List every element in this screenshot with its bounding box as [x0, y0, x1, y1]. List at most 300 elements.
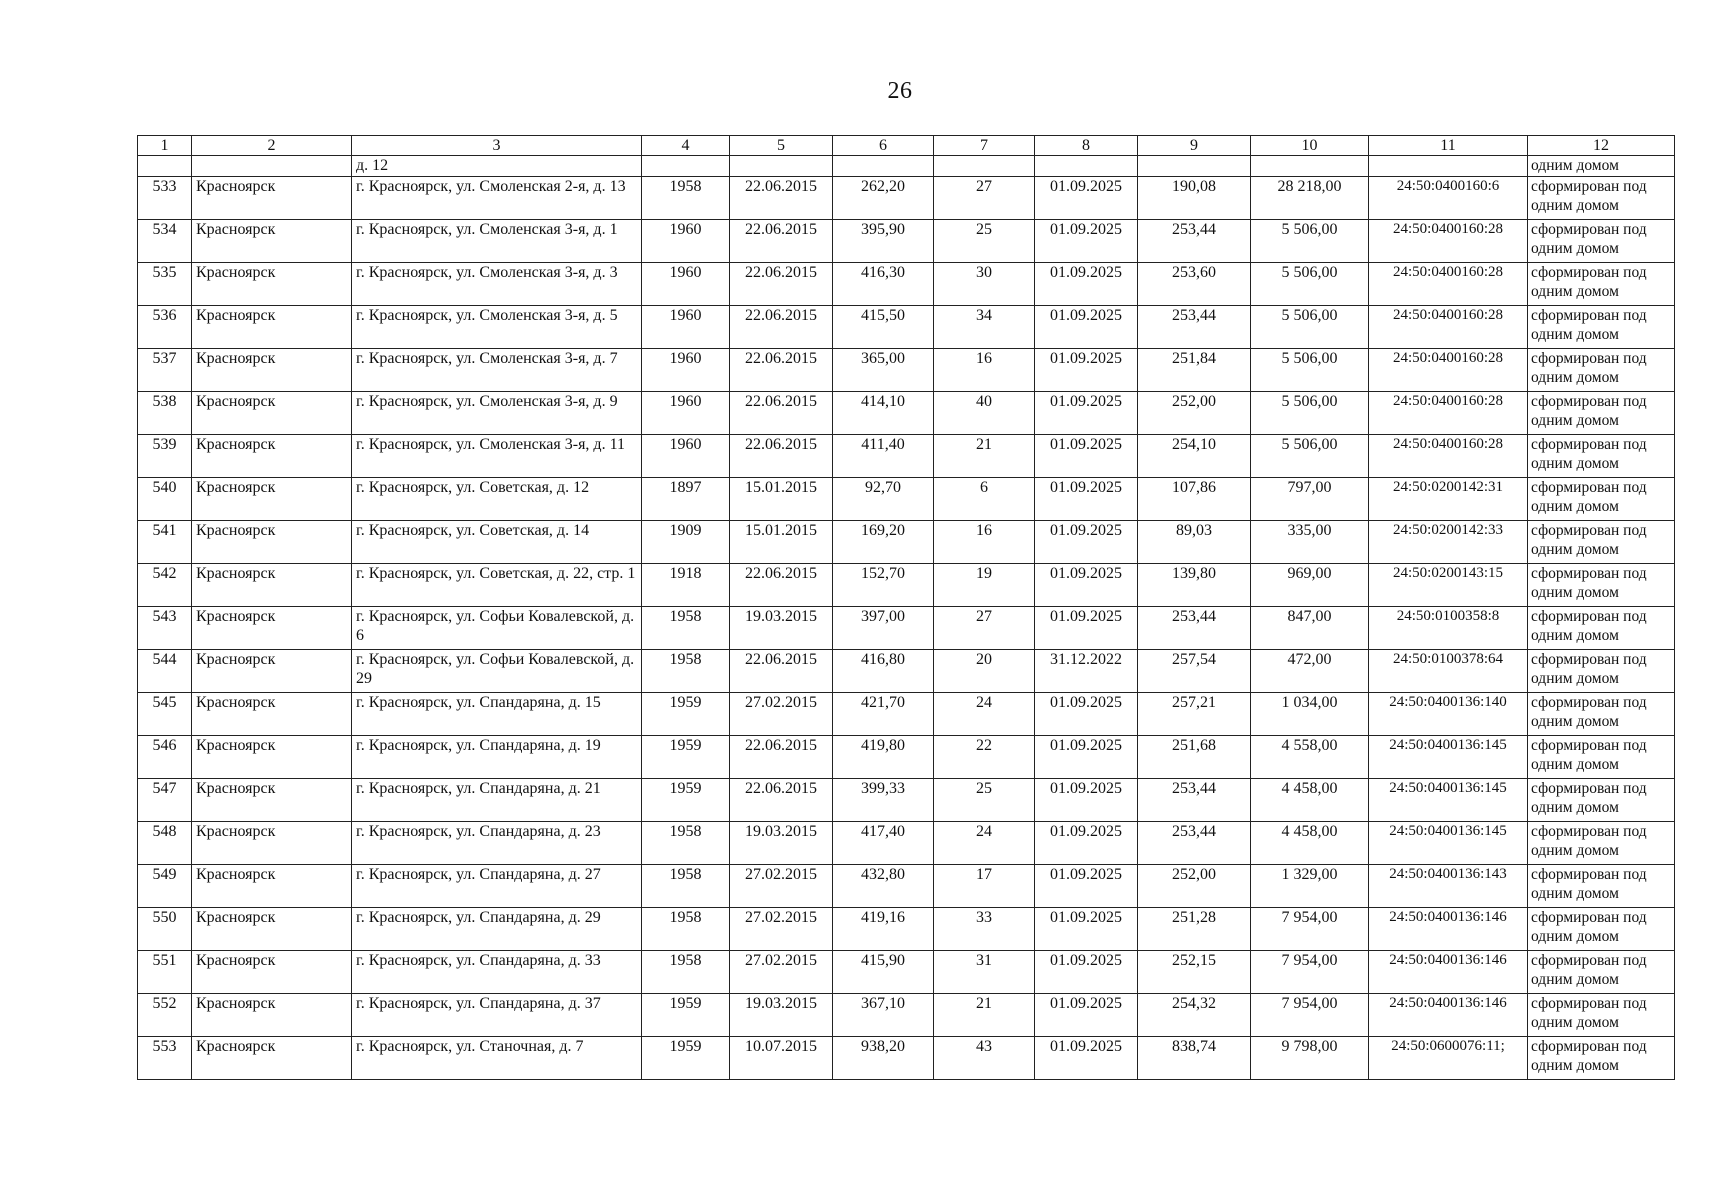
cell-row-number: 536	[138, 306, 192, 349]
cell-value: 253,60	[1138, 263, 1251, 306]
cell-address: г. Красноярск, ул. Спандаряна, д. 29	[352, 908, 642, 951]
cell-land-area: 5 506,00	[1251, 349, 1369, 392]
cell-land-area: 4 458,00	[1251, 779, 1369, 822]
cell-row-number: 546	[138, 736, 192, 779]
cell-status: сформирован под одним домом	[1528, 994, 1675, 1037]
cell-deadline: 01.09.2025	[1035, 392, 1138, 435]
cell-date: 27.02.2015	[730, 865, 833, 908]
cell-area: 367,10	[833, 994, 934, 1037]
cell-deadline: 01.09.2025	[1035, 779, 1138, 822]
header-col-2: 2	[192, 136, 352, 156]
cell-city: Красноярск	[192, 822, 352, 865]
cell-year: 1959	[642, 693, 730, 736]
cell-date: 22.06.2015	[730, 263, 833, 306]
cell-city: Красноярск	[192, 521, 352, 564]
header-col-4: 4	[642, 136, 730, 156]
registry-table	[137, 135, 1675, 1080]
cell-cadastral: 24:50:0400136:145	[1369, 822, 1528, 865]
cell-status: сформирован под одним домом	[1528, 564, 1675, 607]
cell-city: Красноярск	[192, 650, 352, 693]
cell-year: 1958	[642, 177, 730, 220]
cell-city: Красноярск	[192, 349, 352, 392]
cell-value: 252,15	[1138, 951, 1251, 994]
cell-land-area: 7 954,00	[1251, 951, 1369, 994]
cell-address: г. Красноярск, ул. Смоленская 3-я, д. 1	[352, 220, 642, 263]
cell-row-number: 538	[138, 392, 192, 435]
registry-table-wrapper	[137, 135, 1675, 1080]
cell-deadline: 01.09.2025	[1035, 736, 1138, 779]
table-row	[138, 736, 1675, 779]
cell-land-area: 7 954,00	[1251, 908, 1369, 951]
header-col-5: 5	[730, 136, 833, 156]
cell-cadastral: 24:50:0400136:140	[1369, 693, 1528, 736]
table-row	[138, 478, 1675, 521]
cell-c5	[730, 156, 833, 177]
cell-status: сформирован под одним домом	[1528, 1037, 1675, 1080]
cell-date: 22.06.2015	[730, 779, 833, 822]
table-row	[138, 220, 1675, 263]
cell-value: 253,44	[1138, 306, 1251, 349]
cell-year: 1960	[642, 306, 730, 349]
cell-cadastral: 24:50:0100378:64	[1369, 650, 1528, 693]
cell-row-number: 534	[138, 220, 192, 263]
cell-area: 938,20	[833, 1037, 934, 1080]
cell-land-area: 335,00	[1251, 521, 1369, 564]
cell-cadastral: 24:50:0400136:145	[1369, 779, 1528, 822]
cell-year: 1960	[642, 263, 730, 306]
header-col-8: 8	[1035, 136, 1138, 156]
cell-address: г. Красноярск, ул. Смоленская 3-я, д. 3	[352, 263, 642, 306]
cell-row-number: 552	[138, 994, 192, 1037]
cell-year: 1959	[642, 736, 730, 779]
cell-year: 1909	[642, 521, 730, 564]
cell-value: 252,00	[1138, 865, 1251, 908]
cell-land-area: 5 506,00	[1251, 220, 1369, 263]
cell-area: 365,00	[833, 349, 934, 392]
cell-city: Красноярск	[192, 779, 352, 822]
cell-deadline: 01.09.2025	[1035, 220, 1138, 263]
cell-address: г. Красноярск, ул. Смоленская 3-я, д. 11	[352, 435, 642, 478]
cell-status: сформирован под одним домом	[1528, 306, 1675, 349]
cell-deadline: 31.12.2022	[1035, 650, 1138, 693]
cell-value: 89,03	[1138, 521, 1251, 564]
cell-cadastral: 24:50:0400160:28	[1369, 220, 1528, 263]
cell-city: Красноярск	[192, 263, 352, 306]
cell-area: 416,30	[833, 263, 934, 306]
cell-deadline: 01.09.2025	[1035, 908, 1138, 951]
cell-date: 22.06.2015	[730, 220, 833, 263]
cell-area: 432,80	[833, 865, 934, 908]
cell-address: г. Красноярск, ул. Смоленская 3-я, д. 9	[352, 392, 642, 435]
cell-row-number: 541	[138, 521, 192, 564]
cell-area: 152,70	[833, 564, 934, 607]
cell-city: Красноярск	[192, 478, 352, 521]
cell-address: г. Красноярск, ул. Спандаряна, д. 37	[352, 994, 642, 1037]
cell-status: сформирован под одним домом	[1528, 478, 1675, 521]
cell-city: Красноярск	[192, 951, 352, 994]
cell-cadastral: 24:50:0400136:146	[1369, 994, 1528, 1037]
cell-value: 838,74	[1138, 1037, 1251, 1080]
cell-deadline: 01.09.2025	[1035, 951, 1138, 994]
cell-row-number: 548	[138, 822, 192, 865]
header-col-10: 10	[1251, 136, 1369, 156]
cell-count: 21	[934, 435, 1035, 478]
cell-c2	[192, 156, 352, 177]
cell-status: сформирован под одним домом	[1528, 607, 1675, 650]
cell-area: 92,70	[833, 478, 934, 521]
cell-row-number: 539	[138, 435, 192, 478]
cell-cadastral: 24:50:0100358:8	[1369, 607, 1528, 650]
cell-area: 415,90	[833, 951, 934, 994]
cell-deadline: 01.09.2025	[1035, 521, 1138, 564]
cell-address: г. Красноярск, ул. Смоленская 3-я, д. 7	[352, 349, 642, 392]
cell-deadline: 01.09.2025	[1035, 607, 1138, 650]
cell-year: 1958	[642, 865, 730, 908]
cell-count: 40	[934, 392, 1035, 435]
cell-value: 254,10	[1138, 435, 1251, 478]
cell-date: 27.02.2015	[730, 693, 833, 736]
cell-city: Красноярск	[192, 607, 352, 650]
cell-count: 25	[934, 779, 1035, 822]
cell-count: 20	[934, 650, 1035, 693]
cell-city: Красноярск	[192, 994, 352, 1037]
cell-count: 19	[934, 564, 1035, 607]
header-col-9: 9	[1138, 136, 1251, 156]
cell-count: 24	[934, 822, 1035, 865]
cell-c7	[934, 156, 1035, 177]
cell-c1	[138, 156, 192, 177]
cell-land-area: 9 798,00	[1251, 1037, 1369, 1080]
table-row	[138, 779, 1675, 822]
cell-city: Красноярск	[192, 693, 352, 736]
cell-land-area: 472,00	[1251, 650, 1369, 693]
cell-city: Красноярск	[192, 1037, 352, 1080]
cell-cadastral: 24:50:0400160:28	[1369, 392, 1528, 435]
cell-row-number: 549	[138, 865, 192, 908]
cell-deadline: 01.09.2025	[1035, 306, 1138, 349]
cell-count: 31	[934, 951, 1035, 994]
cell-deadline: 01.09.2025	[1035, 435, 1138, 478]
table-row	[138, 994, 1675, 1037]
cell-deadline: 01.09.2025	[1035, 994, 1138, 1037]
cell-status: сформирован под одним домом	[1528, 693, 1675, 736]
cell-area: 169,20	[833, 521, 934, 564]
table-row	[138, 349, 1675, 392]
cell-land-area: 1 034,00	[1251, 693, 1369, 736]
cell-value: 139,80	[1138, 564, 1251, 607]
cell-row-number: 535	[138, 263, 192, 306]
cell-count: 22	[934, 736, 1035, 779]
cell-count: 33	[934, 908, 1035, 951]
cell-row-number: 553	[138, 1037, 192, 1080]
cell-address: г. Красноярск, ул. Советская, д. 12	[352, 478, 642, 521]
cell-address: г. Красноярск, ул. Станочная, д. 7	[352, 1037, 642, 1080]
table-row	[138, 521, 1675, 564]
cell-land-area: 5 506,00	[1251, 435, 1369, 478]
cell-city: Красноярск	[192, 564, 352, 607]
header-col-11: 11	[1369, 136, 1528, 156]
cell-date: 15.01.2015	[730, 521, 833, 564]
cell-deadline: 01.09.2025	[1035, 564, 1138, 607]
cell-row-number: 542	[138, 564, 192, 607]
cell-status: сформирован под одним домом	[1528, 650, 1675, 693]
cell-value: 190,08	[1138, 177, 1251, 220]
table-row	[138, 607, 1675, 650]
cell-status: сформирован под одним домом	[1528, 521, 1675, 564]
cell-status: одним домом	[1528, 156, 1675, 177]
cell-cadastral: 24:50:0400160:28	[1369, 263, 1528, 306]
table-row	[138, 865, 1675, 908]
cell-status: сформирован под одним домом	[1528, 779, 1675, 822]
cell-land-area: 28 218,00	[1251, 177, 1369, 220]
table-row	[138, 693, 1675, 736]
cell-value: 253,44	[1138, 220, 1251, 263]
cell-area: 419,80	[833, 736, 934, 779]
header-row	[138, 136, 1675, 156]
cell-area: 416,80	[833, 650, 934, 693]
cell-land-area: 5 506,00	[1251, 263, 1369, 306]
cell-year: 1960	[642, 220, 730, 263]
cell-land-area: 7 954,00	[1251, 994, 1369, 1037]
cell-count: 16	[934, 349, 1035, 392]
cell-status: сформирован под одним домом	[1528, 263, 1675, 306]
cell-deadline: 01.09.2025	[1035, 822, 1138, 865]
cell-area: 397,00	[833, 607, 934, 650]
cell-area: 262,20	[833, 177, 934, 220]
cell-c8	[1035, 156, 1138, 177]
cell-value: 252,00	[1138, 392, 1251, 435]
cell-value: 107,86	[1138, 478, 1251, 521]
cell-land-area: 4 558,00	[1251, 736, 1369, 779]
cell-area: 417,40	[833, 822, 934, 865]
cell-status: сформирован под одним домом	[1528, 220, 1675, 263]
header-col-7: 7	[934, 136, 1035, 156]
cell-deadline: 01.09.2025	[1035, 177, 1138, 220]
table-row	[138, 435, 1675, 478]
cell-year: 1959	[642, 779, 730, 822]
table-body	[138, 156, 1675, 1080]
cell-year: 1960	[642, 435, 730, 478]
cell-count: 30	[934, 263, 1035, 306]
cell-date: 27.02.2015	[730, 908, 833, 951]
cell-count: 43	[934, 1037, 1035, 1080]
cell-date: 10.07.2015	[730, 1037, 833, 1080]
cell-year: 1958	[642, 908, 730, 951]
cell-address: г. Красноярск, ул. Советская, д. 14	[352, 521, 642, 564]
cell-cadastral: 24:50:0400136:146	[1369, 951, 1528, 994]
cell-value: 253,44	[1138, 822, 1251, 865]
cell-row-number: 540	[138, 478, 192, 521]
cell-value: 251,68	[1138, 736, 1251, 779]
cell-value: 251,84	[1138, 349, 1251, 392]
cell-status: сформирован под одним домом	[1528, 908, 1675, 951]
cell-row-number: 537	[138, 349, 192, 392]
cell-year: 1918	[642, 564, 730, 607]
table-row	[138, 822, 1675, 865]
cell-year: 1959	[642, 1037, 730, 1080]
cell-city: Красноярск	[192, 306, 352, 349]
cell-date: 22.06.2015	[730, 564, 833, 607]
cell-area: 421,70	[833, 693, 934, 736]
cell-address: г. Красноярск, ул. Советская, д. 22, стр. 1	[352, 564, 642, 607]
cell-year: 1958	[642, 951, 730, 994]
header-col-6: 6	[833, 136, 934, 156]
cell-area: 399,33	[833, 779, 934, 822]
cell-deadline: 01.09.2025	[1035, 693, 1138, 736]
cell-address: г. Красноярск, ул. Спандаряна, д. 23	[352, 822, 642, 865]
cell-value: 251,28	[1138, 908, 1251, 951]
cell-land-area: 5 506,00	[1251, 392, 1369, 435]
cell-address: г. Красноярск, ул. Спандаряна, д. 21	[352, 779, 642, 822]
cell-address: г. Красноярск, ул. Спандаряна, д. 27	[352, 865, 642, 908]
cell-count: 21	[934, 994, 1035, 1037]
cell-row-number: 550	[138, 908, 192, 951]
cell-status: сформирован под одним домом	[1528, 392, 1675, 435]
cell-area: 414,10	[833, 392, 934, 435]
cell-area: 415,50	[833, 306, 934, 349]
cell-c9	[1138, 156, 1251, 177]
table-row	[138, 564, 1675, 607]
cell-c11	[1369, 156, 1528, 177]
cell-deadline: 01.09.2025	[1035, 1037, 1138, 1080]
table-header	[138, 136, 1675, 156]
cell-c10	[1251, 156, 1369, 177]
header-col-3: 3	[352, 136, 642, 156]
cell-value: 257,54	[1138, 650, 1251, 693]
cell-row-number: 543	[138, 607, 192, 650]
cell-row-number: 545	[138, 693, 192, 736]
cell-count: 16	[934, 521, 1035, 564]
cell-date: 22.06.2015	[730, 177, 833, 220]
cell-year: 1960	[642, 349, 730, 392]
cell-land-area: 847,00	[1251, 607, 1369, 650]
cell-cadastral: 24:50:0400160:28	[1369, 349, 1528, 392]
cell-cadastral: 24:50:0400160:28	[1369, 306, 1528, 349]
cell-date: 15.01.2015	[730, 478, 833, 521]
cell-year: 1897	[642, 478, 730, 521]
cell-row-number: 547	[138, 779, 192, 822]
cell-value: 254,32	[1138, 994, 1251, 1037]
cell-year: 1958	[642, 822, 730, 865]
cell-year: 1960	[642, 392, 730, 435]
cell-cadastral: 24:50:0400136:145	[1369, 736, 1528, 779]
cell-c6	[833, 156, 934, 177]
cell-cadastral: 24:50:0200142:33	[1369, 521, 1528, 564]
cell-row-number: 551	[138, 951, 192, 994]
cell-cadastral: 24:50:0400160:28	[1369, 435, 1528, 478]
cell-address: г. Красноярск, ул. Смоленская 2-я, д. 13	[352, 177, 642, 220]
cell-status: сформирован под одним домом	[1528, 435, 1675, 478]
cell-cadastral: 24:50:0200142:31	[1369, 478, 1528, 521]
table-row	[138, 650, 1675, 693]
cell-count: 6	[934, 478, 1035, 521]
table-row	[138, 177, 1675, 220]
cell-address: г. Красноярск, ул. Софьи Ковалевской, д. 6	[352, 607, 642, 650]
table-row	[138, 1037, 1675, 1080]
cell-value: 253,44	[1138, 779, 1251, 822]
cell-address: г. Красноярск, ул. Смоленская 3-я, д. 5	[352, 306, 642, 349]
cell-deadline: 01.09.2025	[1035, 349, 1138, 392]
cell-land-area: 1 329,00	[1251, 865, 1369, 908]
cell-land-area: 5 506,00	[1251, 306, 1369, 349]
cell-city: Красноярск	[192, 392, 352, 435]
cell-cadastral: 24:50:0200143:15	[1369, 564, 1528, 607]
cell-date: 22.06.2015	[730, 650, 833, 693]
cell-cadastral: 24:50:0600076:11;	[1369, 1037, 1528, 1080]
cell-value: 257,21	[1138, 693, 1251, 736]
header-col-1: 1	[138, 136, 192, 156]
cell-status: сформирован под одним домом	[1528, 177, 1675, 220]
cell-land-area: 797,00	[1251, 478, 1369, 521]
cell-city: Красноярск	[192, 435, 352, 478]
cell-count: 27	[934, 607, 1035, 650]
cell-area: 395,90	[833, 220, 934, 263]
table-row	[138, 392, 1675, 435]
cell-date: 22.06.2015	[730, 349, 833, 392]
cell-address: д. 12	[352, 156, 642, 177]
cell-c4	[642, 156, 730, 177]
cell-date: 19.03.2015	[730, 994, 833, 1037]
cell-status: сформирован под одним домом	[1528, 349, 1675, 392]
cell-cadastral: 24:50:0400136:143	[1369, 865, 1528, 908]
cell-cadastral: 24:50:0400160:6	[1369, 177, 1528, 220]
cell-year: 1958	[642, 607, 730, 650]
cell-address: г. Красноярск, ул. Софьи Ковалевской, д. 29	[352, 650, 642, 693]
cell-city: Красноярск	[192, 865, 352, 908]
cell-year: 1959	[642, 994, 730, 1037]
cell-city: Красноярск	[192, 220, 352, 263]
table-row	[138, 908, 1675, 951]
cell-date: 22.06.2015	[730, 306, 833, 349]
cell-count: 25	[934, 220, 1035, 263]
cell-year: 1958	[642, 650, 730, 693]
cell-deadline: 01.09.2025	[1035, 865, 1138, 908]
cell-address: г. Красноярск, ул. Спандаряна, д. 19	[352, 736, 642, 779]
cell-cadastral: 24:50:0400136:146	[1369, 908, 1528, 951]
cell-row-number: 533	[138, 177, 192, 220]
page-number: 26	[887, 78, 913, 104]
cell-row-number: 544	[138, 650, 192, 693]
cell-count: 27	[934, 177, 1035, 220]
cell-city: Красноярск	[192, 736, 352, 779]
cell-status: сформирован под одним домом	[1528, 736, 1675, 779]
cell-area: 411,40	[833, 435, 934, 478]
continuation-row	[138, 156, 1675, 177]
cell-value: 253,44	[1138, 607, 1251, 650]
header-col-12: 12	[1528, 136, 1675, 156]
cell-count: 17	[934, 865, 1035, 908]
cell-date: 22.06.2015	[730, 435, 833, 478]
cell-city: Красноярск	[192, 908, 352, 951]
cell-count: 34	[934, 306, 1035, 349]
table-row	[138, 306, 1675, 349]
cell-status: сформирован под одним домом	[1528, 865, 1675, 908]
cell-address: г. Красноярск, ул. Спандаряна, д. 15	[352, 693, 642, 736]
cell-date: 27.02.2015	[730, 951, 833, 994]
cell-count: 24	[934, 693, 1035, 736]
cell-date: 22.06.2015	[730, 392, 833, 435]
cell-address: г. Красноярск, ул. Спандаряна, д. 33	[352, 951, 642, 994]
cell-city: Красноярск	[192, 177, 352, 220]
cell-status: сформирован под одним домом	[1528, 951, 1675, 994]
cell-area: 419,16	[833, 908, 934, 951]
cell-land-area: 4 458,00	[1251, 822, 1369, 865]
cell-date: 19.03.2015	[730, 822, 833, 865]
cell-status: сформирован под одним домом	[1528, 822, 1675, 865]
table-row	[138, 263, 1675, 306]
cell-deadline: 01.09.2025	[1035, 263, 1138, 306]
table-row	[138, 951, 1675, 994]
